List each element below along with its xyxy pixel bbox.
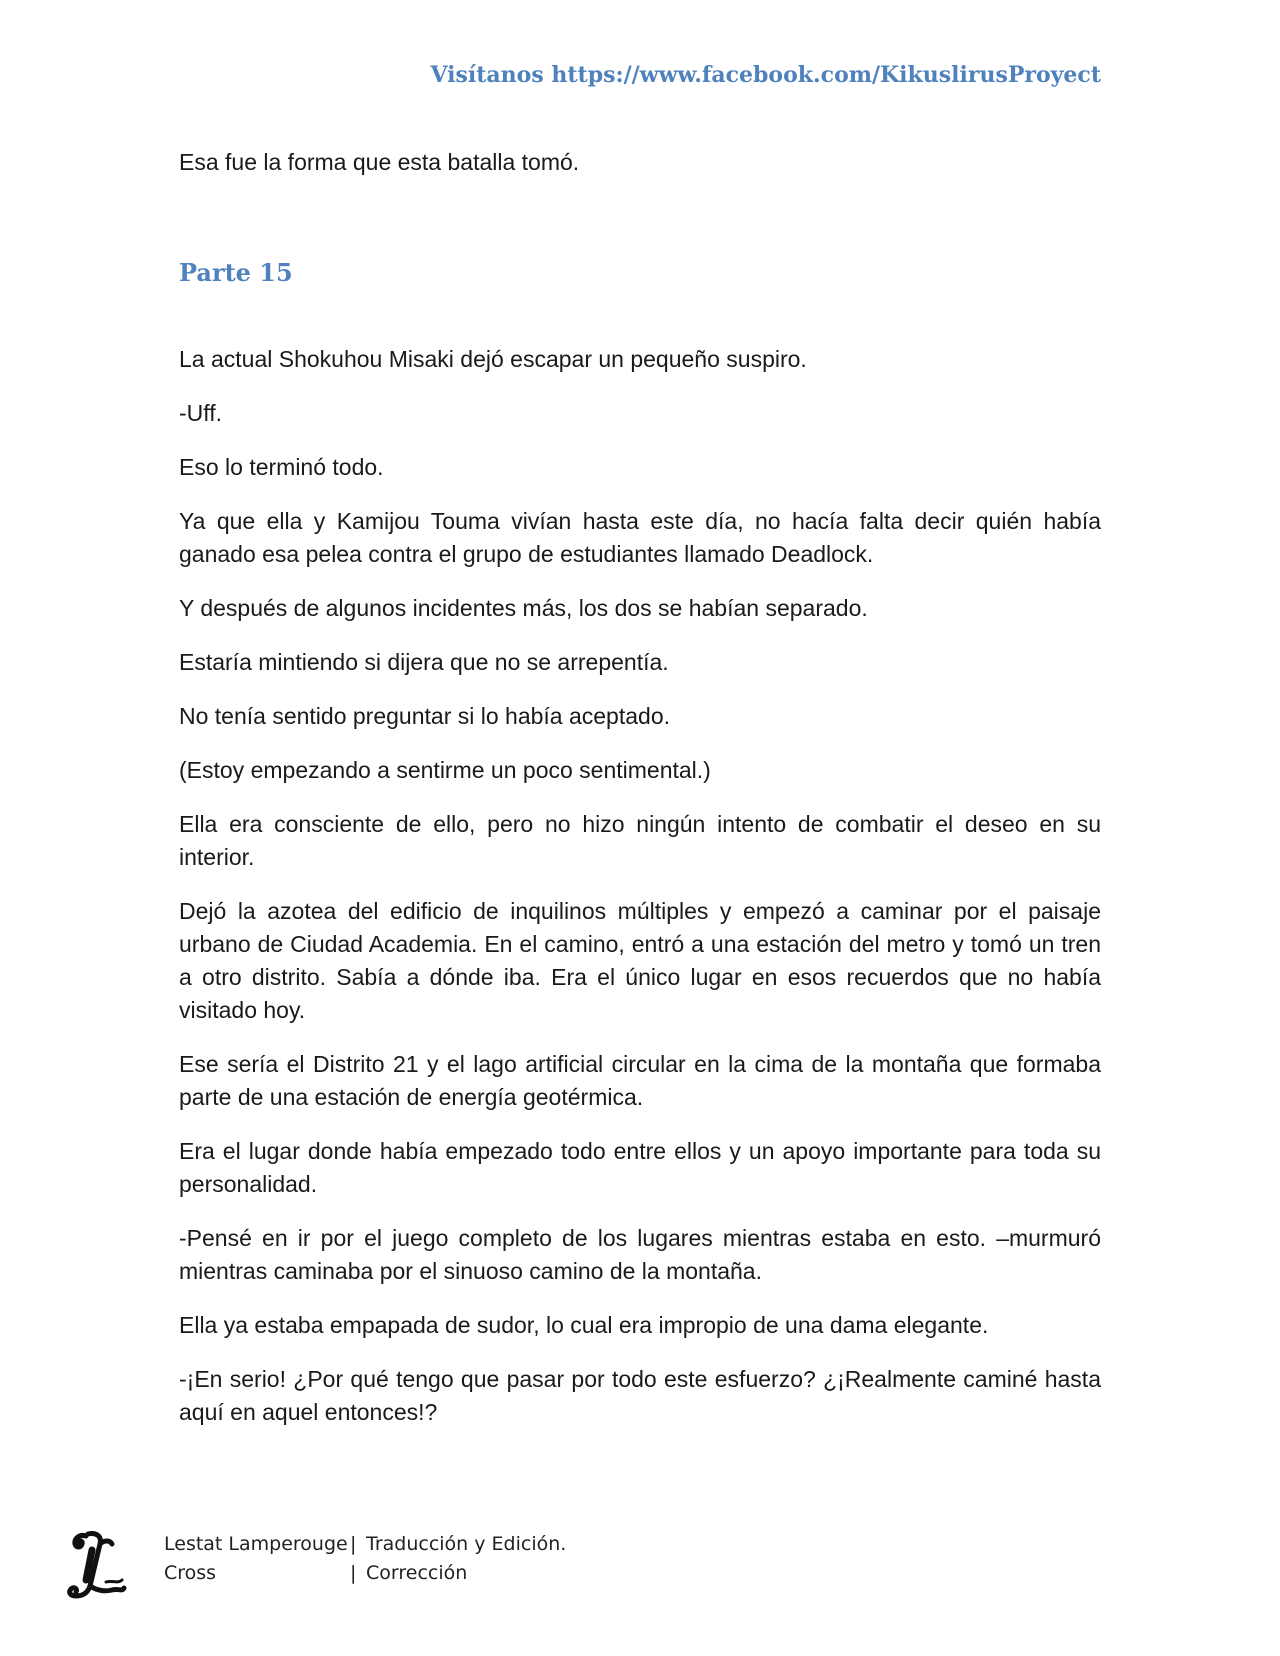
paragraph: -Uff. <box>179 400 223 426</box>
credit-name: Cross <box>164 1562 217 1584</box>
credits <box>164 1530 566 1588</box>
page-footer <box>66 1530 666 1630</box>
credit-name: Lestat Lamperouge <box>164 1533 348 1555</box>
page-content <box>179 146 1101 1450</box>
section-heading: Parte 15 <box>179 258 293 287</box>
gothic-L-logo-icon <box>66 1530 128 1604</box>
paragraph: -¡En serio! ¿Por qué tengo que pasar por todo este esfuerzo? ¿¡Realmente caminé hasta aquí en aquel entonces!? <box>179 1366 1101 1425</box>
paragraph: (Estoy empezando a sentirme un poco sentimental.) <box>179 757 711 783</box>
credit-role: Traducción y Edición. <box>366 1533 567 1555</box>
facebook-link[interactable]: Visítanos https://www.facebook.com/KikuslirusProyect <box>430 62 1101 88</box>
credit-row <box>164 1559 566 1588</box>
paragraph: No tenía sentido preguntar si lo había aceptado. <box>179 703 671 729</box>
paragraph: Dejó la azotea del edificio de inquilinos múltiples y empezó a caminar por el paisaje urbano de Ciudad Academia. En el camino, entró a una estación del metro y tomó un tren a otro distrito. Sabía a dónde iba. Era el único lugar en esos recuerdos que no había visitado hoy. <box>179 898 1101 1023</box>
paragraph: Ya que ella y Kamijou Touma vivían hasta este día, no hacía falta decir quién había ganado esa pelea contra el grupo de estudiantes llamado Deadlock. <box>179 508 1101 567</box>
credit-separator: | <box>350 1562 357 1584</box>
body-text <box>179 343 1101 1429</box>
paragraph: Estaría mintiendo si dijera que no se arrepentía. <box>179 649 669 675</box>
paragraph: Ella ya estaba empapada de sudor, lo cual era impropio de una dama elegante. <box>179 1312 989 1338</box>
paragraph: La actual Shokuhou Misaki dejó escapar un pequeño suspiro. <box>179 346 807 372</box>
credit-separator: | <box>350 1533 357 1555</box>
paragraph: Era el lugar donde había empezado todo entre ellos y un apoyo importante para toda su personalidad. <box>179 1138 1101 1197</box>
credit-role: Corrección <box>366 1562 468 1584</box>
paragraph: Ese sería el Distrito 21 y el lago artificial circular en la cima de la montaña que formaba parte de una estación de energía geotérmica. <box>179 1051 1101 1110</box>
paragraph: -Pensé en ir por el juego completo de los lugares mientras estaba en esto. –murmuró mientras caminaba por el sinuoso camino de la montaña. <box>179 1225 1101 1284</box>
paragraph: Y después de algunos incidentes más, los dos se habían separado. <box>179 595 868 621</box>
intro-line: Esa fue la forma que esta batalla tomó. <box>179 149 580 175</box>
paragraph: Eso lo terminó todo. <box>179 454 384 480</box>
paragraph: Ella era consciente de ello, pero no hizo ningún intento de combatir el deseo en su interior. <box>179 811 1101 870</box>
credit-row <box>164 1530 566 1559</box>
